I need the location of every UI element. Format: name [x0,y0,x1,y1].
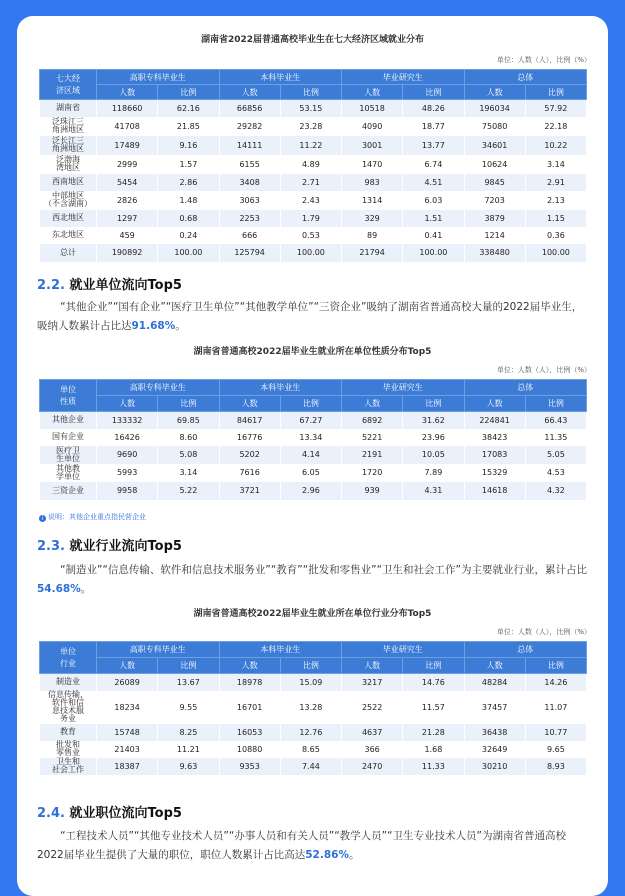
data-cell: 2191 [342,446,403,464]
data-cell: 31.62 [403,412,464,429]
table-row [40,429,587,446]
data-cell: 983 [342,174,403,191]
data-cell: 9353 [219,758,280,775]
corner-line: 性质 [60,396,76,406]
table1-title: 湖南省2022届普通高校毕业生在七大经济区域就业分布 [200,35,425,45]
row-label [40,227,97,244]
sub-header-ratio: 比例 [525,396,586,412]
label-line: 学单位 [56,471,80,481]
label-line: 医疗卫 [56,445,80,455]
data-cell: 5.05 [525,446,586,464]
group-header: 毕业研究生 [342,380,465,396]
page-card [17,16,608,896]
group-header: 本科毕业生 [219,642,342,658]
label-line: 零售业 [56,748,80,757]
group-header: 本科毕业生 [219,70,342,85]
data-cell: 1.51 [403,210,464,227]
row-label [40,674,97,691]
row-label [40,155,97,174]
data-cell: 7.44 [280,758,341,775]
data-cell: 7616 [219,464,280,482]
label-line: 中部地区 [52,191,84,200]
data-cell: 5993 [97,464,158,482]
table-row [40,674,587,691]
data-cell: 100.00 [280,244,341,262]
data-cell: 4.53 [525,464,586,482]
data-cell: 100.00 [158,244,219,262]
data-cell: 14111 [219,136,280,155]
data-cell: 2253 [219,210,280,227]
data-cell: 224841 [464,412,525,429]
label-line: 制造业 [56,677,80,687]
row-label [40,741,97,758]
group-header: 本科毕业生 [219,380,342,396]
section-2-2-text [37,298,588,336]
row-label [40,482,97,500]
data-cell: 3063 [219,191,280,210]
data-cell: 21.85 [158,117,219,136]
data-cell: 459 [97,227,158,244]
data-cell: 5202 [219,446,280,464]
sub-header-ratio: 比例 [280,396,341,412]
row-label [40,446,97,464]
sub-header-count: 人数 [342,85,403,100]
data-cell: 11.07 [525,691,586,724]
table3-unit: 单位：人数（人），比例（%） [496,628,591,636]
row-label [40,244,97,262]
table-row [40,691,587,724]
data-cell: 4.14 [280,446,341,464]
data-cell: 6.05 [280,464,341,482]
label-line: 务业 [60,714,76,723]
corner-line: 单位 [60,646,76,656]
data-cell: 2.91 [525,174,586,191]
table-regions [39,69,587,262]
label-line: 卫生和 [56,757,80,766]
data-cell: 14.26 [525,674,586,691]
label-line: 东北地区 [52,230,84,239]
data-cell: 75080 [464,117,525,136]
sub-header-count: 人数 [219,85,280,100]
sub-header-ratio: 比例 [525,85,586,100]
row-label [40,191,97,210]
data-cell: 14.76 [403,674,464,691]
data-cell: 1297 [97,210,158,227]
data-cell: 3001 [342,136,403,155]
data-cell: 11.57 [403,691,464,724]
data-cell: 3408 [219,174,280,191]
sub-header-ratio: 比例 [403,85,464,100]
data-cell: 2999 [97,155,158,174]
label-line: 其他教 [56,463,80,473]
data-cell: 9.16 [158,136,219,155]
corner-line: 济区域 [56,85,80,95]
data-cell: 190892 [97,244,158,262]
label-line: 总计 [60,247,76,257]
label-line: 批发和 [56,740,80,749]
row-label [40,691,97,724]
data-cell: 10624 [464,155,525,174]
data-cell: 329 [342,210,403,227]
data-cell: 1470 [342,155,403,174]
data-cell: 10518 [342,100,403,117]
data-cell: 133332 [97,412,158,429]
data-cell: 4.89 [280,155,341,174]
sub-header-count: 人数 [97,396,158,412]
data-cell: 666 [219,227,280,244]
highlight-value: 91.68% [131,320,176,332]
sub-header-ratio: 比例 [403,658,464,674]
label-line: 三资企业 [52,485,84,495]
table-row [40,724,587,741]
table2-title: 湖南省普通高校2022届毕业生就业所在单位性质分布Top5 [193,347,432,357]
table-row [40,191,587,210]
paragraph-text: “制造业”“信息传输、软件和信息技术服务业”“教育”“批发和零售业”“卫生和社会工作”为主要就业行业，累计占比 [60,564,587,576]
data-cell: 1214 [464,227,525,244]
label-line: 国有企业 [52,432,84,441]
data-cell: 53.15 [280,100,341,117]
table3-title: 湖南省普通高校2022届毕业生就业所在单位行业分布Top5 [193,609,432,619]
row-label [40,100,97,117]
data-cell: 34601 [464,136,525,155]
data-cell: 89 [342,227,403,244]
paragraph-text: “其他企业”“国有企业”“医疗卫生单位”“其他教学单位”“三资企业”吸纳了湖南省普通高校大量的2022届毕业生，吸纳人数累计占比达 [37,301,583,332]
data-cell: 37457 [464,691,525,724]
data-cell: 1720 [342,464,403,482]
section-number: 2.3. [37,539,65,554]
data-cell: 7203 [464,191,525,210]
data-cell: 2470 [342,758,403,775]
data-cell: 16701 [219,691,280,724]
table2-note [39,512,146,522]
row-label [40,412,97,429]
section-number: 2.2. [37,278,65,293]
data-cell: 3879 [464,210,525,227]
label-line: 泛长江三 [52,136,84,145]
paragraph-text: “工程技术人员”“其他专业技术人员”“办事人员和有关人员”“教学人员”“卫生专业技术人员”为湖南省普通高校2022届毕业生提供了大量的职位，职位人数累计占比高达 [37,830,566,861]
section-2-4-text [37,827,588,865]
corner-header [40,70,97,100]
table-row [40,174,587,191]
group-header: 毕业研究生 [342,642,465,658]
row-label [40,464,97,482]
sub-header-count: 人数 [97,658,158,674]
data-cell: 5.22 [158,482,219,500]
data-cell: 8.93 [525,758,586,775]
table-row [40,210,587,227]
data-cell: 14618 [464,482,525,500]
label-line: 泛渤海 [56,155,80,164]
data-cell: 16426 [97,429,158,446]
row-label [40,210,97,227]
data-cell: 62.16 [158,100,219,117]
data-cell: 18.77 [403,117,464,136]
highlight-value: 54.68% [37,583,81,595]
data-cell: 2.71 [280,174,341,191]
data-cell: 1.15 [525,210,586,227]
data-cell: 11.22 [280,136,341,155]
data-cell: 16053 [219,724,280,741]
group-header: 总体 [464,380,587,396]
table-row [40,155,587,174]
table-row [40,100,587,117]
label-line: 息技术服 [52,706,84,715]
data-cell: 4.31 [403,482,464,500]
data-cell: 2.96 [280,482,341,500]
data-cell: 2.43 [280,191,341,210]
data-cell: 0.24 [158,227,219,244]
label-line: 教育 [60,727,76,736]
data-cell: 100.00 [525,244,586,262]
sub-header-count: 人数 [464,658,525,674]
data-cell: 8.25 [158,724,219,741]
data-cell: 6155 [219,155,280,174]
sub-header-count: 人数 [464,396,525,412]
data-cell: 21403 [97,741,158,758]
data-cell: 10.22 [525,136,586,155]
data-cell: 0.53 [280,227,341,244]
data-cell: 9958 [97,482,158,500]
data-cell: 4.32 [525,482,586,500]
data-cell: 6.74 [403,155,464,174]
data-cell: 36438 [464,724,525,741]
data-cell: 18978 [219,674,280,691]
label-line: 角洲地区 [52,125,84,134]
data-cell: 67.27 [280,412,341,429]
data-cell: 15.09 [280,674,341,691]
section-2-4-heading [37,802,182,821]
data-cell: 2826 [97,191,158,210]
sub-header-count: 人数 [464,85,525,100]
table-row [40,741,587,758]
table-row [40,446,587,464]
data-cell: 939 [342,482,403,500]
table-row [40,244,587,262]
data-cell: 23.28 [280,117,341,136]
highlight-value: 52.86% [305,849,349,861]
data-cell: 84617 [219,412,280,429]
section-2-2-heading [37,274,182,293]
table1-unit: 单位：人数（人），比例（%） [496,56,591,64]
data-cell: 1.57 [158,155,219,174]
data-cell: 16776 [219,429,280,446]
data-cell: 18387 [97,758,158,775]
data-cell: 6892 [342,412,403,429]
corner-line: 单位 [60,384,76,394]
corner-header [40,642,97,674]
sub-header-ratio: 比例 [158,658,219,674]
section-title: 就业职位流向Top5 [69,806,182,821]
sub-header-ratio: 比例 [525,658,586,674]
data-cell: 1.79 [280,210,341,227]
data-cell: 9690 [97,446,158,464]
row-label [40,724,97,741]
data-cell: 5454 [97,174,158,191]
data-cell: 5.08 [158,446,219,464]
label-line: 社会工作 [52,765,84,774]
data-cell: 4637 [342,724,403,741]
data-cell: 12.76 [280,724,341,741]
sub-header-ratio: 比例 [403,396,464,412]
data-cell: 3.14 [158,464,219,482]
data-cell: 26089 [97,674,158,691]
data-cell: 0.36 [525,227,586,244]
sub-header-count: 人数 [97,85,158,100]
data-cell: 366 [342,741,403,758]
data-cell: 66856 [219,100,280,117]
data-cell: 17489 [97,136,158,155]
section-title: 就业单位流向Top5 [69,278,182,293]
data-cell: 3721 [219,482,280,500]
label-line: 角洲地区 [52,144,84,153]
paragraph-end: 。 [80,583,92,595]
sub-header-ratio: 比例 [280,85,341,100]
row-label [40,136,97,155]
data-cell: 196034 [464,100,525,117]
data-cell: 0.68 [158,210,219,227]
data-cell: 100.00 [403,244,464,262]
label-line: 西南地区 [52,177,84,186]
table-row [40,136,587,155]
row-label [40,429,97,446]
data-cell: 4.51 [403,174,464,191]
data-cell: 10.05 [403,446,464,464]
data-cell: 9.65 [525,741,586,758]
section-2-3-heading [37,535,182,554]
label-line: 西北地区 [52,213,84,222]
table-row [40,464,587,482]
data-cell: 9845 [464,174,525,191]
data-cell: 0.41 [403,227,464,244]
data-cell: 17083 [464,446,525,464]
data-cell: 11.35 [525,429,586,446]
table-row [40,482,587,500]
sub-header-count: 人数 [342,658,403,674]
sub-header-ratio: 比例 [158,85,219,100]
row-label [40,174,97,191]
data-cell: 3.14 [525,155,586,174]
group-header: 高职专科毕业生 [97,70,220,85]
table2-unit: 单位：人数（人），比例（%） [496,366,591,374]
data-cell: 48284 [464,674,525,691]
corner-header [40,380,97,412]
sub-header-count: 人数 [219,658,280,674]
data-cell: 22.18 [525,117,586,136]
data-cell: 118660 [97,100,158,117]
data-cell: 29282 [219,117,280,136]
data-cell: 23.96 [403,429,464,446]
table-industry [39,641,587,775]
data-cell: 48.26 [403,100,464,117]
sub-header-count: 人数 [342,396,403,412]
row-label [40,117,97,136]
label-line: 其他企业 [52,415,84,425]
section-2-3-text [37,561,588,599]
data-cell: 338480 [464,244,525,262]
data-cell: 69.85 [158,412,219,429]
data-cell: 11.33 [403,758,464,775]
info-icon: i [39,515,46,522]
data-cell: 38423 [464,429,525,446]
data-cell: 18234 [97,691,158,724]
group-header: 高职专科毕业生 [97,380,220,396]
data-cell: 11.21 [158,741,219,758]
sub-header-ratio: 比例 [280,658,341,674]
data-cell: 21.28 [403,724,464,741]
data-cell: 4090 [342,117,403,136]
table-row [40,758,587,775]
label-line: （不含湖南） [44,199,92,208]
group-header: 总体 [464,70,587,85]
data-cell: 57.92 [525,100,586,117]
data-cell: 1314 [342,191,403,210]
data-cell: 8.65 [280,741,341,758]
data-cell: 21794 [342,244,403,262]
data-cell: 41708 [97,117,158,136]
sub-header-ratio: 比例 [158,396,219,412]
paragraph-end: 。 [175,320,186,332]
data-cell: 10.77 [525,724,586,741]
data-cell: 10880 [219,741,280,758]
group-header: 总体 [464,642,587,658]
data-cell: 13.34 [280,429,341,446]
data-cell: 2.13 [525,191,586,210]
data-cell: 1.48 [158,191,219,210]
data-cell: 5221 [342,429,403,446]
label-line: 湖南省 [56,103,80,113]
data-cell: 66.43 [525,412,586,429]
paragraph-end: 。 [348,849,360,861]
data-cell: 9.63 [158,758,219,775]
data-cell: 3217 [342,674,403,691]
row-label [40,758,97,775]
data-cell: 13.77 [403,136,464,155]
data-cell: 13.67 [158,674,219,691]
data-cell: 30210 [464,758,525,775]
note-text: 说明：其他企业重点指民营企业 [48,513,146,521]
data-cell: 13.28 [280,691,341,724]
sub-header-count: 人数 [219,396,280,412]
data-cell: 9.55 [158,691,219,724]
label-line: 软件和信 [52,698,84,707]
group-header: 毕业研究生 [342,70,465,85]
corner-line: 行业 [60,658,76,668]
label-line: 湾地区 [56,163,80,172]
data-cell: 8.60 [158,429,219,446]
data-cell: 1.68 [403,741,464,758]
data-cell: 2.86 [158,174,219,191]
label-line: 生单位 [56,453,80,463]
table-row [40,227,587,244]
table-row [40,117,587,136]
table-row [40,412,587,429]
data-cell: 15329 [464,464,525,482]
section-number: 2.4. [37,806,65,821]
data-cell: 2522 [342,691,403,724]
section-title: 就业行业流向Top5 [69,539,182,554]
data-cell: 6.03 [403,191,464,210]
group-header: 高职专科毕业生 [97,642,220,658]
label-line: 信息传输、 [48,690,88,699]
corner-line: 七大经 [56,73,80,83]
data-cell: 7.89 [403,464,464,482]
data-cell: 125794 [219,244,280,262]
label-line: 泛珠江三 [52,117,84,126]
data-cell: 15748 [97,724,158,741]
table-unit-nature [39,379,587,500]
data-cell: 32649 [464,741,525,758]
